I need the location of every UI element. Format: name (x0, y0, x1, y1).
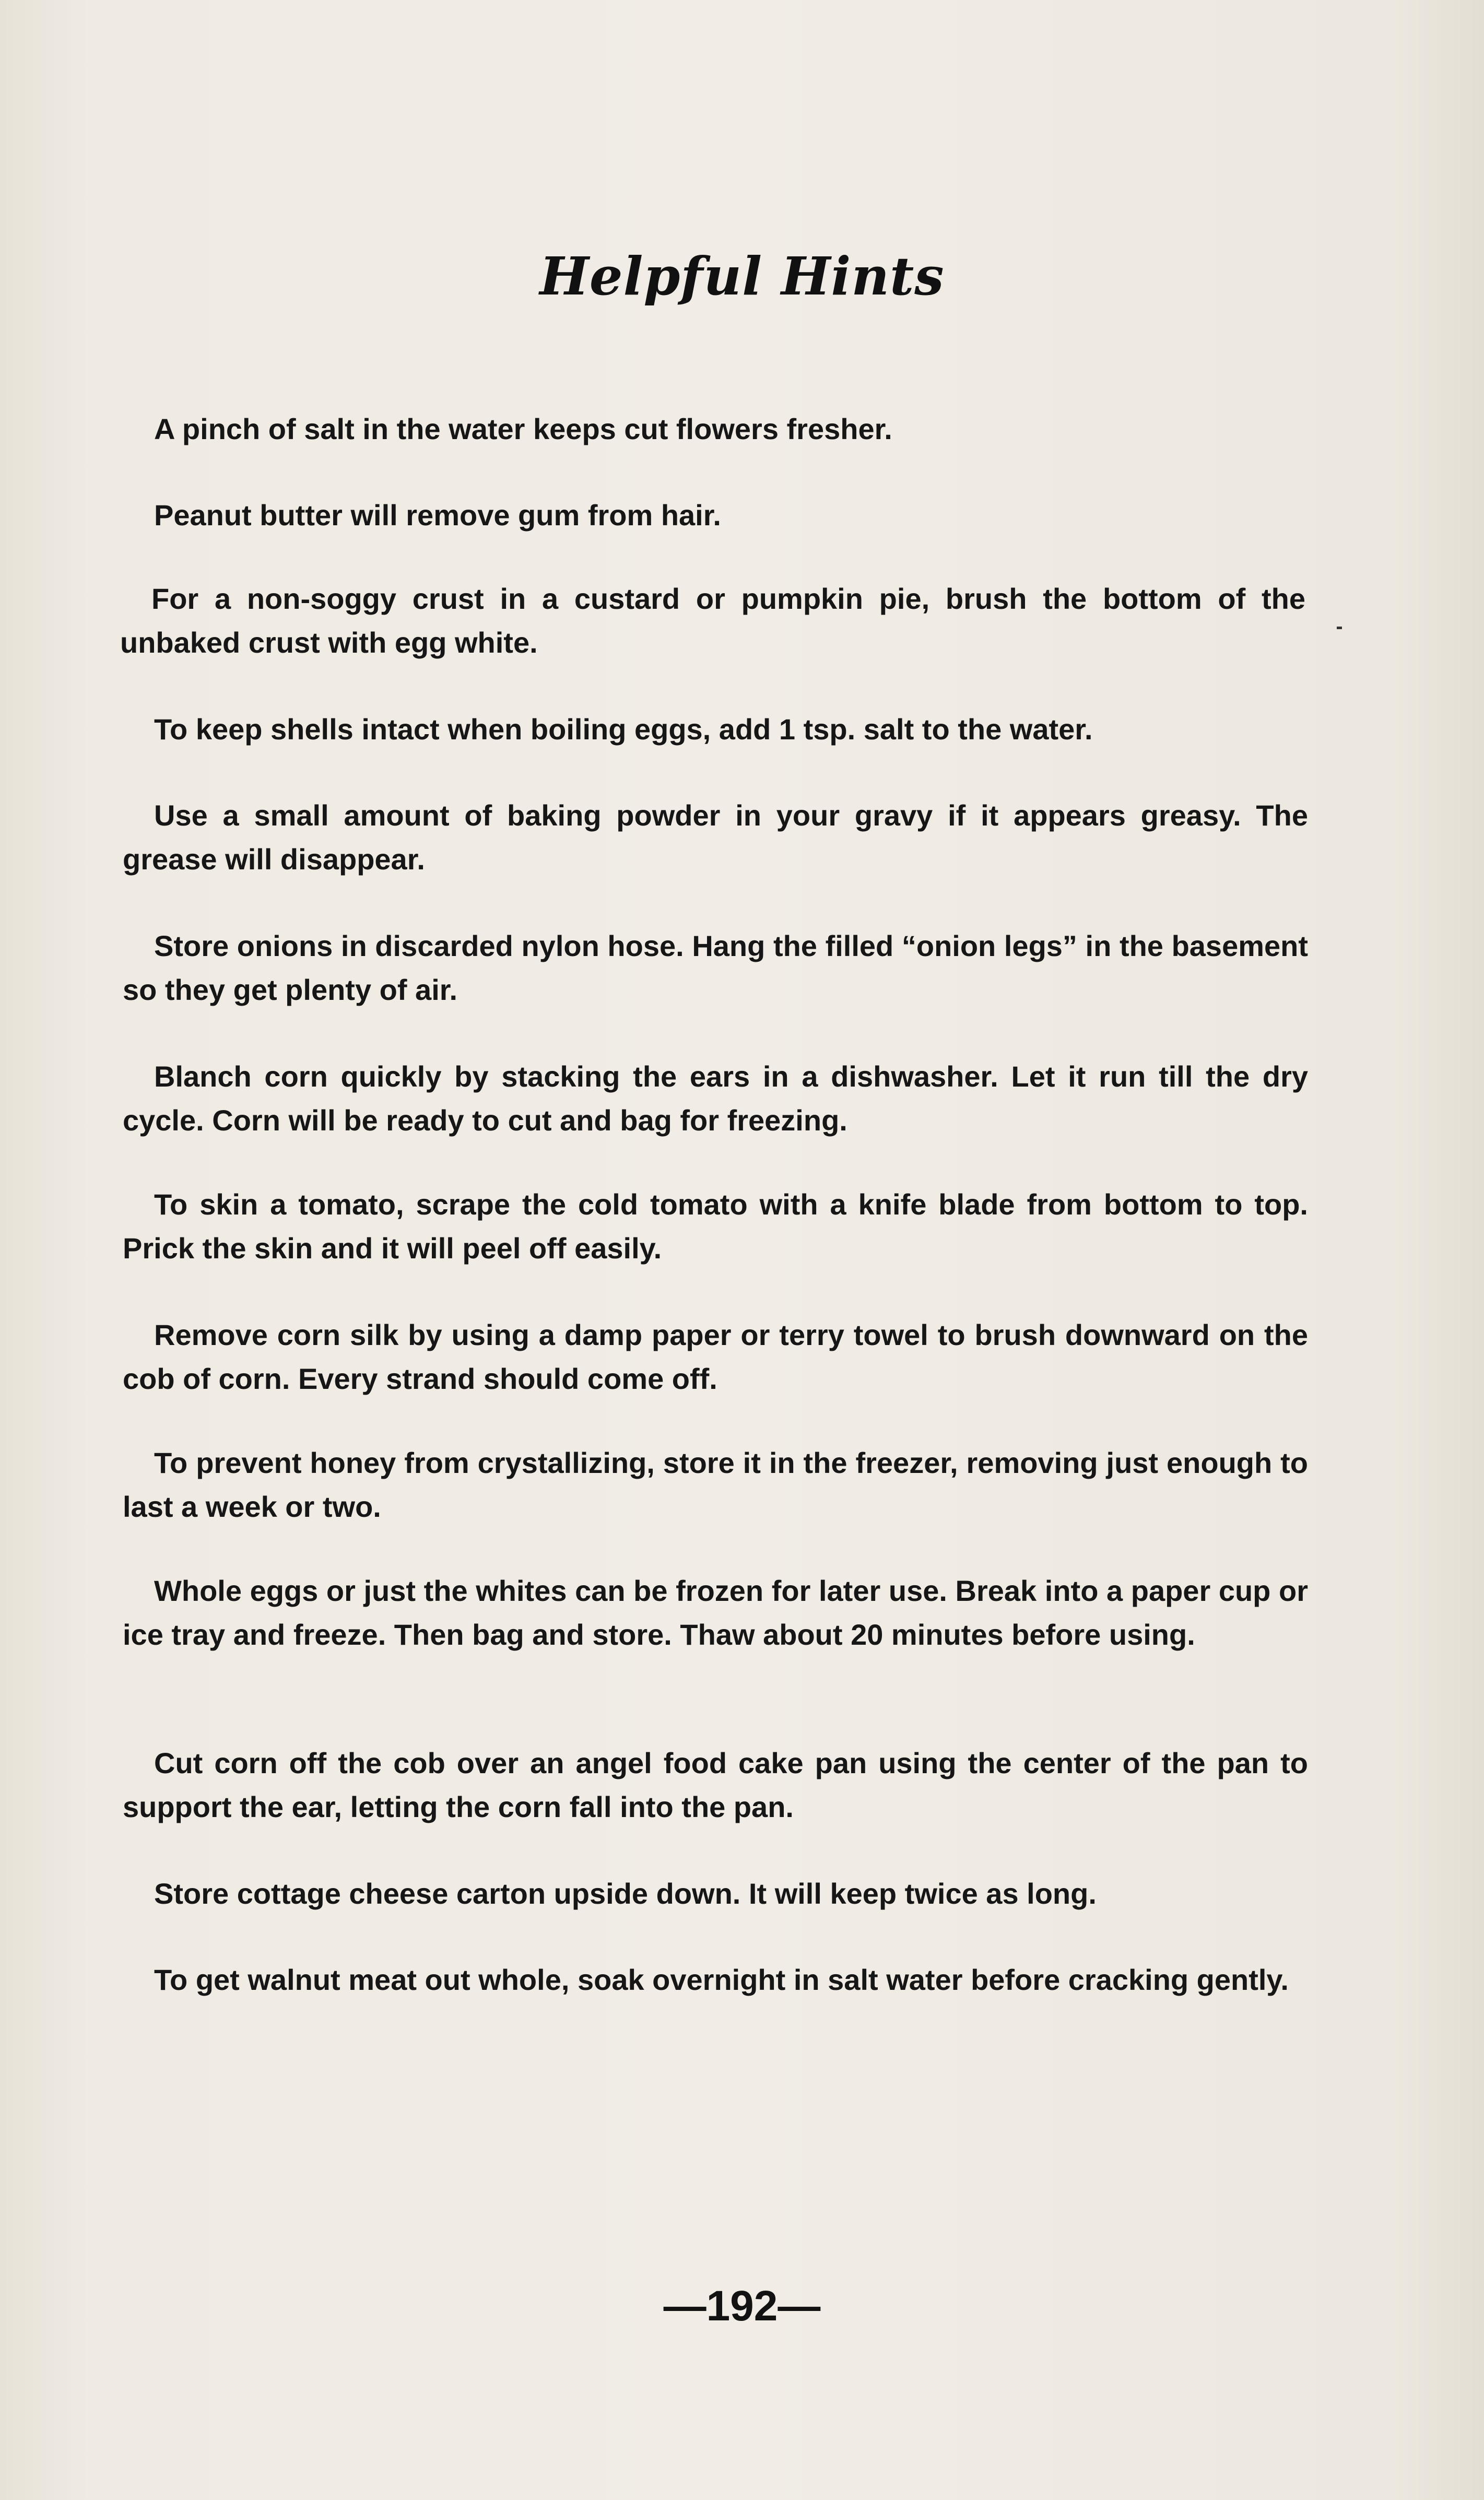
hint-blanch-corn: Blanch corn quickly by stacking the ears in a dishwasher. Let it run till the dry cycle. Corn will be ready to cut and bag for freezing. (123, 1060, 1308, 1137)
hint-eggs-shells: To keep shells intact when boiling eggs, add 1 tsp. salt to the water. (154, 713, 1093, 746)
hint-tomato: To skin a tomato, scrape the cold tomato with a knife blade from bottom to top. Prick the skin and it will peel off easily. (123, 1188, 1308, 1265)
hint-gum: Peanut butter will remove gum from hair. (154, 499, 721, 532)
hint-pie-crust: For a non-soggy crust in a custard or pumpkin pie, brush the bottom of the unbaked crust with egg white. (120, 582, 1305, 659)
hint-honey: To prevent honey from crystallizing, store it in the freezer, removing just enough to last a week or two. (123, 1446, 1308, 1523)
hint-onions: Store onions in discarded nylon hose. Hang the filled “onion legs” in the basement so they get plenty of air. (123, 929, 1308, 1006)
hint-cottage-cheese: Store cottage cheese carton upside down. It will keep twice as long. (154, 1877, 1097, 1910)
page-number: —192— (663, 2282, 821, 2330)
scan-speck (1337, 627, 1342, 629)
hint-cut-corn: Cut corn off the cob over an angel food cake pan using the center of the pan to support the ear, letting the corn fall into the pan. (123, 1747, 1308, 1823)
hint-gravy: Use a small amount of baking powder in your gravy if it appears greasy. The grease will disappear. (123, 799, 1308, 876)
hint-walnut: To get walnut meat out whole, soak overnight in salt water before cracking gently. (154, 1963, 1289, 1996)
hint-corn-silk: Remove corn silk by using a damp paper or terry towel to brush downward on the cob of corn. Every strand should come off. (123, 1318, 1308, 1395)
hint-flowers: A pinch of salt in the water keeps cut flowers fresher. (154, 412, 892, 445)
hint-frozen-eggs: Whole eggs or just the whites can be frozen for later use. Break into a paper cup or ice tray and freeze. Then bag and store. Thaw about 20 minutes before using. (123, 1574, 1308, 1651)
page-title: Helpful Hints (539, 245, 945, 307)
